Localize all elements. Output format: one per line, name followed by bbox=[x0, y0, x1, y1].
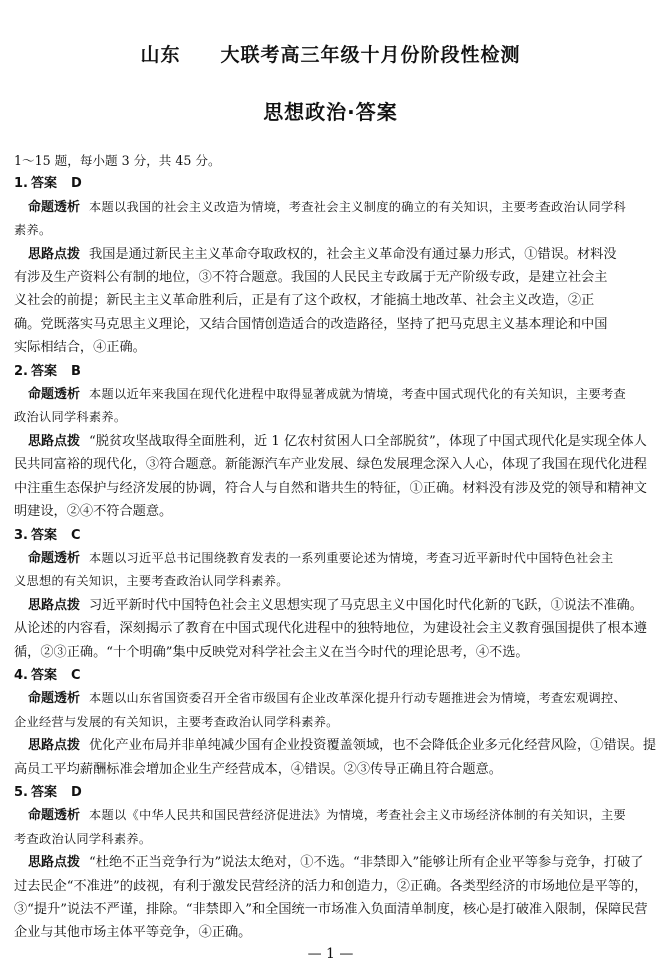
hint-text: 义社会的前提；新民主主义革命胜利后，正是有了这个政权，才能搞土地改革、社会主义改造，②正 bbox=[14, 293, 595, 309]
analysis-line bbox=[14, 406, 646, 429]
question-block bbox=[14, 781, 646, 945]
hint-text: 习近平新时代中国特色社会主义思想实现了马克思主义中国化时代化新的飞跃，①说法不准确。 bbox=[89, 597, 643, 613]
analysis-line bbox=[14, 687, 646, 710]
question-block bbox=[14, 524, 646, 664]
question-number: 2. bbox=[14, 363, 28, 379]
analysis-line bbox=[14, 196, 646, 219]
hint-text: 我国是通过新民主主义革命夺取政权的，社会主义革命没有通过暴力形式，①错误。材料没 bbox=[89, 246, 617, 262]
hint-line bbox=[14, 477, 646, 500]
hint-text: 民共同富裕的现代化，③符合题意。新能源汽车产业发展、绿色发展理念深入人心，体现了我国在现代化进程 bbox=[14, 457, 647, 473]
analysis-text: 企业经营与发展的有关知识，主要考查政治认同学科素养。 bbox=[14, 714, 339, 729]
hint-text: 从论述的内容看，深刻揭示了教育在中国式现代化进程中的独特地位，为建设社会主义教育强国提供了根本遵 bbox=[14, 621, 647, 637]
analysis-line bbox=[14, 828, 646, 851]
hint-text: 优化产业布局并非单纯减少国有企业投资覆盖领域，也不会降低企业多元化经营风险，①错误。提 bbox=[89, 738, 657, 754]
question-block bbox=[14, 360, 646, 524]
question-block bbox=[14, 172, 646, 359]
hint-text: 实际相结合，④正确。 bbox=[14, 340, 146, 356]
hint-line bbox=[14, 313, 646, 336]
hint-text: “杜绝不正当竞争行为”说法太绝对，①不选。“非禁即入”能够让所有企业平等参与竞争，打破了 bbox=[89, 855, 644, 871]
analysis-line bbox=[14, 711, 646, 734]
hint-line bbox=[14, 617, 646, 640]
answer-letter: B bbox=[71, 363, 81, 379]
hint-line bbox=[14, 641, 646, 664]
hint-text: 循，②③正确。“十个明确”集中反映党对科学社会主义在当今时代的理论思考，④不选。 bbox=[14, 644, 529, 660]
answer-line bbox=[14, 664, 646, 687]
hint-label: 思路点拨 bbox=[28, 433, 81, 449]
answer-letter: C bbox=[71, 667, 81, 683]
answer-line bbox=[14, 524, 646, 547]
hint-line bbox=[14, 758, 646, 781]
hint-line bbox=[14, 289, 646, 312]
answer-sheet-title: 思想政治·答案 bbox=[263, 100, 398, 124]
analysis-text: 素养。 bbox=[14, 223, 52, 238]
answer-letter: C bbox=[71, 527, 81, 543]
analysis-label: 命题透析 bbox=[28, 199, 81, 215]
hint-text: 有涉及生产资料公有制的地位，③不符合题意。我国的人民民主专政属于无产阶级专政，是建立社会主 bbox=[14, 270, 608, 286]
hint-text: 企业与其他市场主体平等竞争，④正确。 bbox=[14, 925, 252, 941]
hint-label: 思路点拨 bbox=[28, 738, 81, 754]
hint-line bbox=[14, 336, 646, 359]
analysis-text: 考查政治认同学科素养。 bbox=[14, 831, 152, 846]
analysis-text: 政治认同学科素养。 bbox=[14, 410, 127, 425]
answer-content bbox=[14, 149, 657, 945]
hint-line bbox=[14, 243, 646, 266]
analysis-line bbox=[14, 383, 646, 406]
analysis-text: 本题以我国的社会主义改造为情境，考查社会主义制度的确立的有关知识，主要考查政治认同学科 bbox=[89, 199, 626, 214]
answer-letter: D bbox=[71, 784, 82, 800]
answer-label: 答案 bbox=[30, 784, 57, 800]
analysis-text: 本题以《中华人民共和国民营经济促进法》为情境，考查社会主义市场经济体制的有关知识，主要 bbox=[89, 808, 626, 823]
answer-label: 答案 bbox=[30, 667, 57, 683]
question-block bbox=[14, 664, 657, 781]
hint-label: 思路点拨 bbox=[28, 597, 81, 613]
hint-line bbox=[14, 898, 646, 921]
analysis-line bbox=[14, 547, 646, 570]
hint-line bbox=[14, 594, 646, 617]
answer-line bbox=[14, 781, 646, 804]
analysis-text: 本题以山东省国资委召开全省市级国有企业改革深化提升行动专题推进会为情境，考查宏观调控、 bbox=[89, 691, 626, 706]
hint-text: 中注重生态保护与经济发展的协调，符合人与自然和谐共生的特征，①正确。材料没有涉及党的领导和精神文 bbox=[14, 480, 647, 496]
answer-label: 答案 bbox=[30, 527, 57, 543]
hint-line bbox=[14, 430, 646, 453]
hint-text: ③“提升”说法不严谨，排除。“非禁即入”和全国统一市场准入负面清单制度，核心是打破准入限制，保障民营 bbox=[14, 902, 648, 917]
section-intro: 1～15 题，每小题 3 分，共 45 分。 bbox=[14, 153, 221, 168]
analysis-text: 本题以习近平总书记围绕教育发表的一系列重要论述为情境，考查习近平新时代中国特色社会主 bbox=[89, 550, 614, 565]
hint-line bbox=[14, 266, 646, 289]
analysis-line bbox=[14, 804, 646, 827]
analysis-line bbox=[14, 570, 646, 593]
hint-line bbox=[14, 500, 646, 523]
hint-label: 思路点拨 bbox=[28, 246, 81, 262]
exam-title: 山东 大联考高三年级十月份阶段性检测 bbox=[140, 44, 521, 66]
hint-line bbox=[14, 734, 657, 757]
hint-label: 思路点拨 bbox=[28, 855, 81, 871]
question-number: 1. bbox=[14, 176, 28, 192]
hint-line bbox=[14, 921, 646, 944]
page-number: — 1 — bbox=[307, 946, 354, 962]
hint-text: “脱贫攻坚战取得全面胜利，近 1 亿农村贫困人口全部脱贫”，体现了中国式现代化是实现全体人 bbox=[89, 433, 647, 449]
hint-line bbox=[14, 851, 646, 874]
answer-line bbox=[14, 172, 646, 195]
analysis-label: 命题透析 bbox=[28, 691, 81, 707]
hint-text: 明建设，②④不符合题意。 bbox=[14, 504, 173, 520]
answer-letter: D bbox=[71, 176, 82, 192]
question-number: 4. bbox=[14, 667, 28, 683]
analysis-label: 命题透析 bbox=[28, 387, 81, 403]
hint-text: 过去民企“不准进”的歧视，有利于激发民营经济的活力和创造力，②正确。各类型经济的市场地位是平等的， bbox=[14, 878, 648, 894]
answer-line bbox=[14, 360, 646, 383]
hint-text: 确。党既落实马克思主义理论，又结合国情创造适合的改造路径，坚持了把马克思主义基本理论和中国 bbox=[14, 316, 608, 332]
analysis-text: 本题以近年来我国在现代化进程中取得显著成就为情境，考查中国式现代化的有关知识，主要考查 bbox=[89, 387, 626, 402]
hint-text: 高员工平均薪酬标准会增加企业生产经营成本，④错误。②③传导正确且符合题意。 bbox=[14, 761, 502, 777]
analysis-label: 命题透析 bbox=[28, 550, 81, 566]
analysis-text: 义思想的有关知识，主要考查政治认同学科素养。 bbox=[14, 574, 289, 589]
hint-line bbox=[14, 875, 646, 898]
answer-label: 答案 bbox=[30, 363, 57, 379]
analysis-label: 命题透析 bbox=[28, 808, 81, 824]
question-number: 3. bbox=[14, 527, 28, 543]
question-number: 5. bbox=[14, 784, 28, 800]
analysis-line bbox=[14, 219, 646, 242]
answer-label: 答案 bbox=[30, 176, 57, 192]
hint-line bbox=[14, 453, 646, 476]
